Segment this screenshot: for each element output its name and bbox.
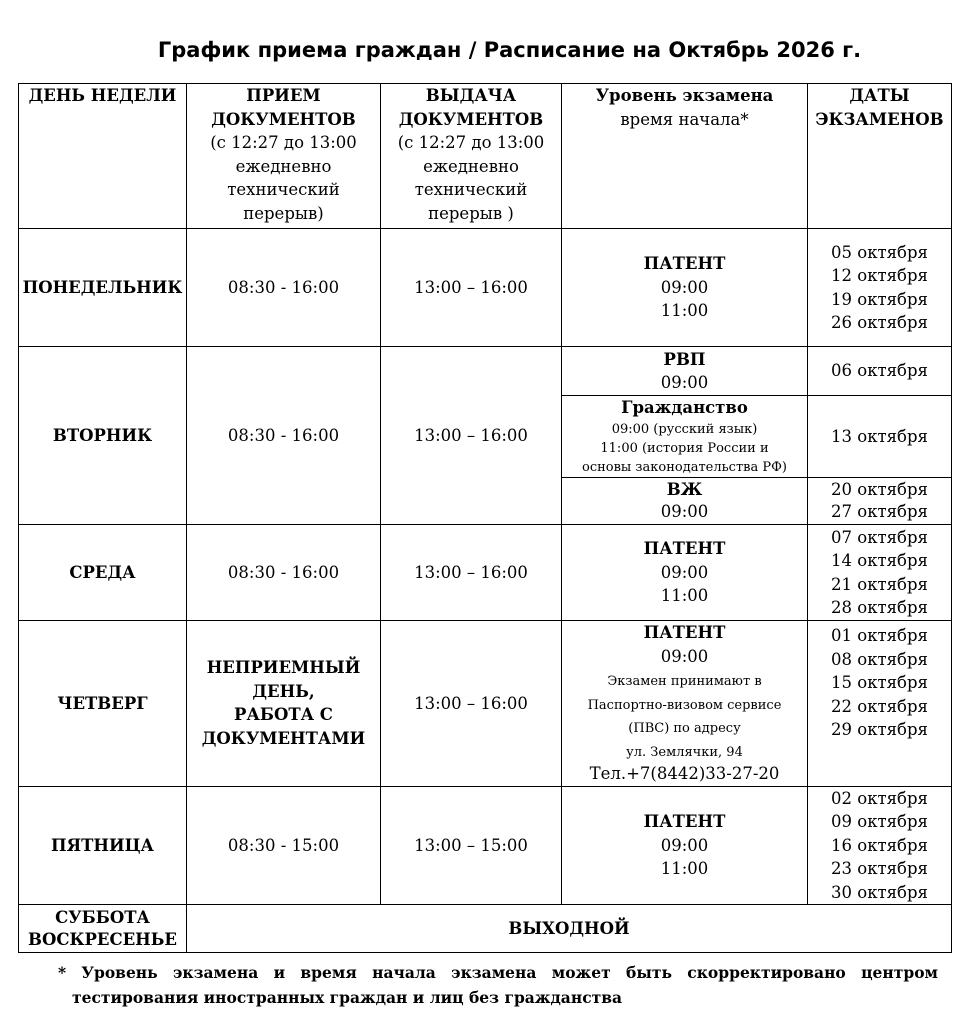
day-tuesday: ВТОРНИК: [19, 347, 187, 525]
day-friday: ПЯТНИЦА: [19, 786, 187, 905]
header-dates: ДАТЫ ЭКЗАМЕНОВ: [808, 84, 952, 229]
receive-thursday: НЕПРИЕМНЫЙ ДЕНЬ, РАБОТА С ДОКУМЕНТАМИ: [187, 621, 381, 787]
row-friday: [19, 786, 952, 905]
day-monday: ПОНЕДЕЛЬНИК: [19, 229, 187, 347]
exam-tuesday-vzh: ВЖ 09:00: [562, 478, 808, 525]
dates-wednesday: 07 октября 14 октября 21 октября 28 октября: [808, 525, 952, 621]
header-level: Уровень экзамена время начала*: [562, 84, 808, 229]
header-receive: ПРИЕМ ДОКУМЕНТОВ (с 12:27 до 13:00 ежедневно технический перерыв): [187, 84, 381, 229]
issue-monday: 13:00 – 16:00: [381, 229, 562, 347]
receive-tuesday: 08:30 - 16:00: [187, 347, 381, 525]
exam-thursday: ПАТЕНТ 09:00 Экзамен принимают в Паспортно-визовом сервисе (ПВС) по адресу ул. Землячки, 94 Тел.+7(8442)33-27-20: [562, 621, 808, 787]
issue-wednesday: 13:00 – 16:00: [381, 525, 562, 621]
row-tuesday-rvp: [19, 347, 952, 396]
weekend-status: ВЫХОДНОЙ: [187, 905, 952, 953]
dates-tuesday-rvp: 06 октября: [808, 347, 952, 396]
schedule-table: [18, 83, 952, 953]
exam-monday: ПАТЕНТ 09:00 11:00: [562, 229, 808, 347]
header-issue: ВЫДАЧА ДОКУМЕНТОВ (с 12:27 до 13:00 ежедневно технический перерыв ): [381, 84, 562, 229]
header-row: [19, 84, 952, 229]
exam-tuesday-citizenship: Гражданство 09:00 (русский язык) 11:00 (история России и основы законодательства РФ): [562, 396, 808, 478]
row-wednesday: [19, 525, 952, 621]
phone-number: Тел.+7(8442)33-27-20: [589, 764, 780, 783]
receive-wednesday: 08:30 - 16:00: [187, 525, 381, 621]
dates-thursday: 01 октября 08 октября 15 октября 22 октября 29 октября: [808, 621, 952, 787]
footnote: * Уровень экзамена и время начала экзамена может быть скорректировано центром тестирования иностранных граждан и лиц без гражданства: [58, 963, 938, 1007]
dates-monday: 05 октября 12 октября 19 октября 26 октября: [808, 229, 952, 347]
receive-friday: 08:30 - 15:00: [187, 786, 381, 905]
exam-tuesday-rvp: РВП 09:00: [562, 347, 808, 396]
dates-tuesday-vzh: 20 октября 27 октября: [808, 478, 952, 525]
dates-tuesday-citizenship: 13 октября: [808, 396, 952, 478]
page-title: График приема граждан / Расписание на Октябрь 2026 г.: [157, 38, 862, 62]
dates-friday: 02 октября 09 октября 16 октября 23 октября 30 октября: [808, 786, 952, 905]
issue-friday: 13:00 – 15:00: [381, 786, 562, 905]
row-thursday: [19, 621, 952, 787]
issue-tuesday: 13:00 – 16:00: [381, 347, 562, 525]
issue-thursday: 13:00 – 16:00: [381, 621, 562, 787]
day-wednesday: СРЕДА: [19, 525, 187, 621]
day-weekend: СУББОТА ВОСКРЕСЕНЬЕ: [19, 905, 187, 953]
row-monday: [19, 229, 952, 347]
header-day: ДЕНЬ НЕДЕЛИ: [19, 84, 187, 229]
day-thursday: ЧЕТВЕРГ: [19, 621, 187, 787]
row-weekend: [19, 905, 952, 953]
exam-wednesday: ПАТЕНТ 09:00 11:00: [562, 525, 808, 621]
exam-friday: ПАТЕНТ 09:00 11:00: [562, 786, 808, 905]
receive-monday: 08:30 - 16:00: [187, 229, 381, 347]
